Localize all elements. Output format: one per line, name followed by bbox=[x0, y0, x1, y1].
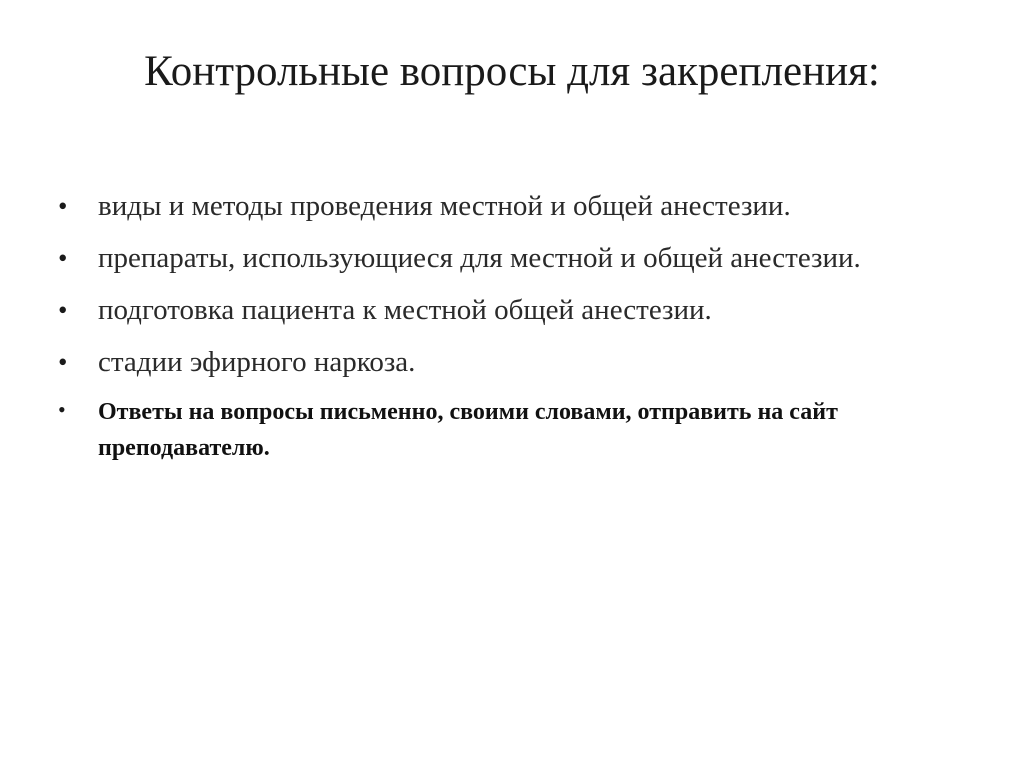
slide-title: Контрольные вопросы для закрепления: bbox=[144, 48, 880, 95]
list-item-text: стадии эфирного наркоза. bbox=[98, 346, 416, 378]
list-item bbox=[58, 290, 938, 330]
bullet-icon: • bbox=[58, 243, 68, 273]
list-item bbox=[58, 342, 938, 382]
bullet-icon: • bbox=[58, 397, 66, 422]
bullet-icon: • bbox=[58, 191, 68, 221]
list-item-text: препараты, использующиеся для местной и общей анестезии. bbox=[98, 242, 861, 274]
bullet-icon: • bbox=[58, 295, 68, 325]
list-item bbox=[58, 238, 938, 278]
question-list bbox=[58, 186, 938, 478]
bullet-icon: • bbox=[58, 347, 68, 377]
list-item bbox=[58, 186, 938, 226]
list-item-text: виды и методы проведения местной и общей анестезии. bbox=[98, 190, 791, 222]
list-item-text: подготовка пациента к местной общей анестезии. bbox=[98, 294, 712, 326]
list-item-text: Ответы на вопросы письменно, своими словами, отправить на сайт преподавателю. bbox=[98, 399, 838, 461]
list-item-instruction bbox=[58, 394, 938, 466]
